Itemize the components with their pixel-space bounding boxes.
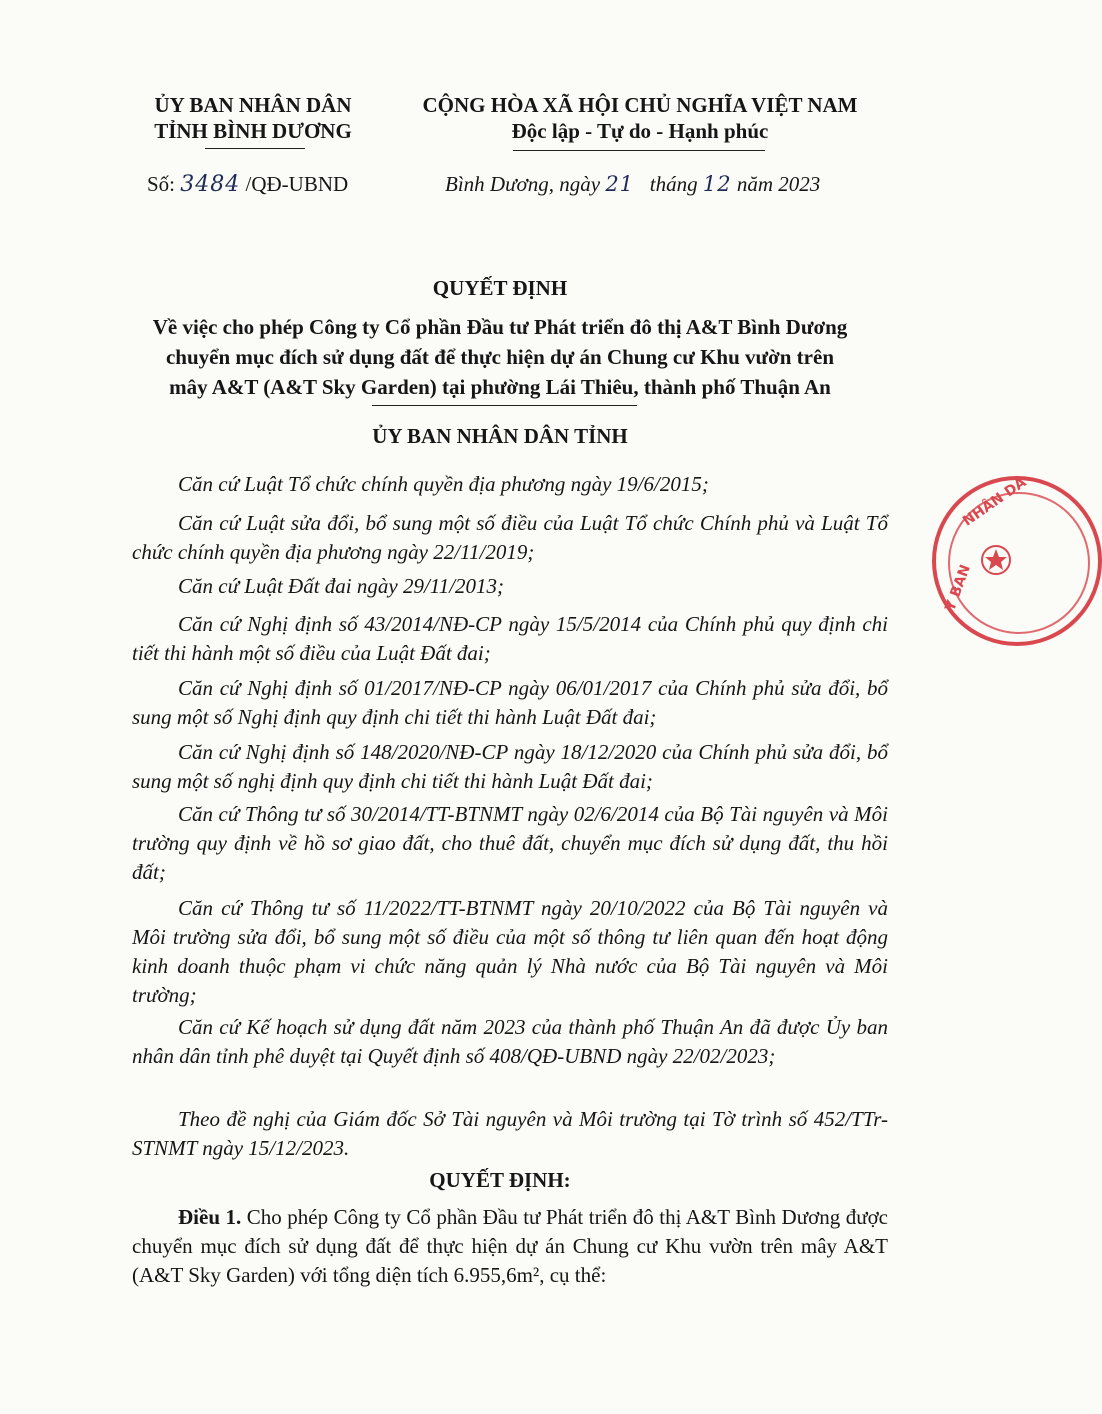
legal-basis-6: Căn cứ Nghị định số 148/2020/NĐ-CP ngày 18/12/2020 của Chính phủ sửa đổi, bổ sung một số nghị định quy định chi tiết thi hành Luật Đất đai; [132,740,888,793]
article-1-text: Cho phép Công ty Cổ phần Đầu tư Phát triển đô thị A&T Bình Dương được chuyển mục đích sử dụng đất để thực hiện dự án Chung cư Khu vườn trên mây A&T (A&T Sky Garden) với tổng diện tích 6.955,6m², cụ thể: [132,1205,888,1287]
legal-basis-8: Căn cứ Thông tư số 11/2022/TT-BTNMT ngày 20/10/2022 của Bộ Tài nguyên và Môi trường sửa đổi, bổ sung một số điều của một số thông tư liên quan đến hoạt động kinh doanh thuộc phạm vi chức năng quản lý Nhà nước của Bộ Tài nguyên và Môi trường; [132,896,888,1007]
authority-underline [205,148,305,149]
article-1 [132,1203,888,1290]
document-title: QUYẾT ĐỊNH [432,276,568,300]
legal-basis-1: Căn cứ Luật Tổ chức chính quyền địa phương ngày 19/6/2015; [178,472,709,496]
issuing-authority-line1: ỦY BAN NHÂN DÂN [154,93,352,117]
article-1-label: Điều 1. [178,1205,242,1229]
handwritten-month: 12 [702,172,732,196]
national-motto [400,92,880,144]
official-seal-emblem-icon [976,540,1016,580]
official-seal-text-left: Y BAN [942,562,974,614]
legal-basis-5: Căn cứ Nghị định số 01/2017/NĐ-CP ngày 06/01/2017 của Chính phủ sửa đổi, bổ sung một số Nghị định quy định chi tiết thi hành Luật Đất đai; [132,676,888,729]
national-motto-line1: CỘNG HÒA XÃ HỘI CHỦ NGHĨA VIỆT NAM [422,93,858,117]
official-seal-text-top: NHÂN DÂ [960,474,1030,530]
document-number: Số: 3484 /QĐ-UBND [147,172,349,197]
legal-basis-10: Theo đề nghị của Giám đốc Sở Tài nguyên và Môi trường tại Tờ trình số 452/TTr-STNMT ngày 15/12/2023. [132,1107,888,1160]
legal-basis-9: Căn cứ Kế hoạch sử dụng đất năm 2023 của thành phố Thuận An đã được Ủy ban nhân dân tỉnh phê duyệt tại Quyết định số 408/QĐ-UBND ngày 22/02/2023; [132,1015,888,1068]
legal-basis-3: Căn cứ Luật Đất đai ngày 29/11/2013; [178,574,505,598]
legal-basis-2: Căn cứ Luật sửa đổi, bổ sung một số điều của Luật Tổ chức Chính phủ và Luật Tổ chức chính quyền địa phương ngày 22/11/2019; [132,511,888,564]
issuing-authority-line2: TỈNH BÌNH DƯƠNG [154,119,352,143]
document-subject: Về việc cho phép Công ty Cổ phần Đầu tư Phát triển đô thị A&T Bình Dương chuyển mục đích sử dụng đất để thực hiện dự án Chung cư Khu vườn trên mây A&T (A&T Sky Garden) tại phường Lái Thiêu, thành phố Thuận An [152,315,848,399]
national-motto-line2: Độc lập - Tự do - Hạnh phúc [511,119,769,143]
motto-underline [513,150,765,151]
legal-basis-7: Căn cứ Thông tư số 30/2014/TT-BTNMT ngày 02/6/2014 của Bộ Tài nguyên và Môi trường quy định về hồ sơ giao đất, cho thuê đất, chuyển mục đích sử dụng đất, thu hồi đất; [132,802,888,884]
subject-underline [372,405,637,406]
authority-heading: ỦY BAN NHÂN DÂN TỈNH [372,424,628,448]
issuing-authority [118,92,388,144]
handwritten-number: 3484 [180,172,241,197]
decision-heading: QUYẾT ĐỊNH: [429,1168,571,1192]
handwritten-day: 21 [605,172,635,196]
issue-date: Bình Dương, ngày 21 tháng 12 năm 2023 [445,172,821,196]
official-seal [932,476,1102,646]
legal-basis-4: Căn cứ Nghị định số 43/2014/NĐ-CP ngày 15/5/2014 của Chính phủ quy định chi tiết thi hành một số điều của Luật Đất đai; [132,612,888,665]
